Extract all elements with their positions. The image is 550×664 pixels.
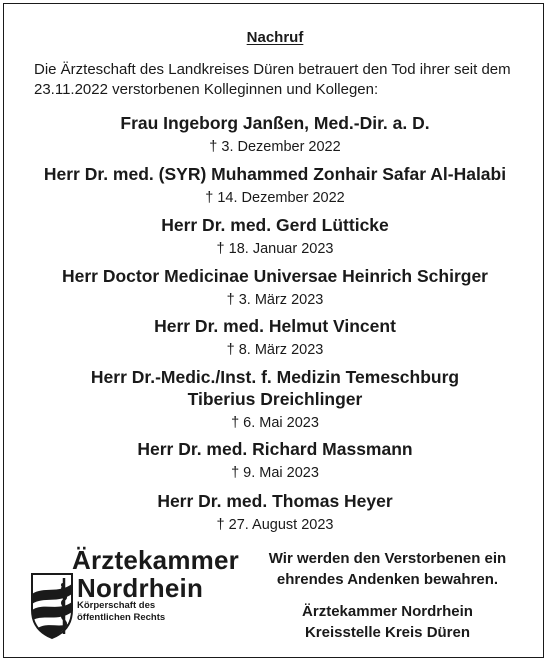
deceased-name: Herr Dr. med. Helmut Vincent (154, 316, 396, 336)
deceased-name: Herr Dr. med. (SYR) Muhammed Zonhair Safar Al-Halabi (43, 164, 507, 184)
death-date: † 27. August 2023 (216, 517, 334, 533)
death-date: † 3. März 2023 (226, 292, 324, 308)
deceased-name: Herr Dr. med. Richard Massmann (137, 439, 413, 459)
obituary-entry (0, 163, 550, 208)
deceased-name: Herr Dr.-Medic./Inst. f. Medizin Temeschburg (90, 367, 460, 387)
obituary-entry (0, 438, 550, 483)
logo-subtitle-line2: öffentlichen Rechts (77, 612, 166, 623)
death-date: † 14. Dezember 2022 (205, 190, 345, 206)
death-date: † 18. Januar 2023 (216, 241, 334, 257)
logo-subtitle-line1: Körperschaft des (77, 600, 156, 611)
signature-line-2: Kreisstelle Kreis Düren (304, 624, 471, 641)
death-date: † 3. Dezember 2022 (209, 139, 341, 155)
intro-text: Die Ärzteschaft des Landkreises Düren betrauert den Tod ihrer seit dem 23.11.2022 verstorbenen Kolleginnen und Kollegen: (34, 61, 511, 98)
obituary-entry (0, 490, 550, 535)
death-date: † 8. März 2023 (226, 342, 324, 358)
obituary-entry (0, 315, 550, 360)
shield-with-staff-of-asclepius-icon (30, 572, 74, 640)
logo-wordmark-line2: Nordrhein (77, 573, 204, 603)
death-date: † 9. Mai 2023 (231, 465, 319, 481)
deceased-name-continued: Tiberius Dreichlinger (187, 389, 363, 409)
deceased-name: Herr Dr. med. Gerd Lütticke (161, 215, 389, 235)
closing-line-1: Wir werden den Verstorbenen ein (268, 550, 507, 567)
logo-wordmark-line1: Ärztekammer (72, 545, 239, 575)
notice-heading: Nachruf (246, 29, 304, 46)
obituary-entry (0, 214, 550, 259)
closing-line-2: ehrendes Andenken bewahren. (276, 571, 499, 588)
deceased-name: Frau Ingeborg Janßen, Med.-Dir. a. D. (120, 113, 430, 133)
signature-line-1: Ärztekammer Nordrhein (302, 603, 473, 620)
obituary-entry (0, 265, 550, 310)
obituary-entry (0, 366, 550, 433)
obituary-entry (0, 112, 550, 157)
deceased-name: Herr Dr. med. Thomas Heyer (157, 491, 393, 511)
death-date: † 6. Mai 2023 (231, 415, 319, 431)
deceased-name: Herr Doctor Medicinae Universae Heinrich Schirger (62, 266, 488, 286)
